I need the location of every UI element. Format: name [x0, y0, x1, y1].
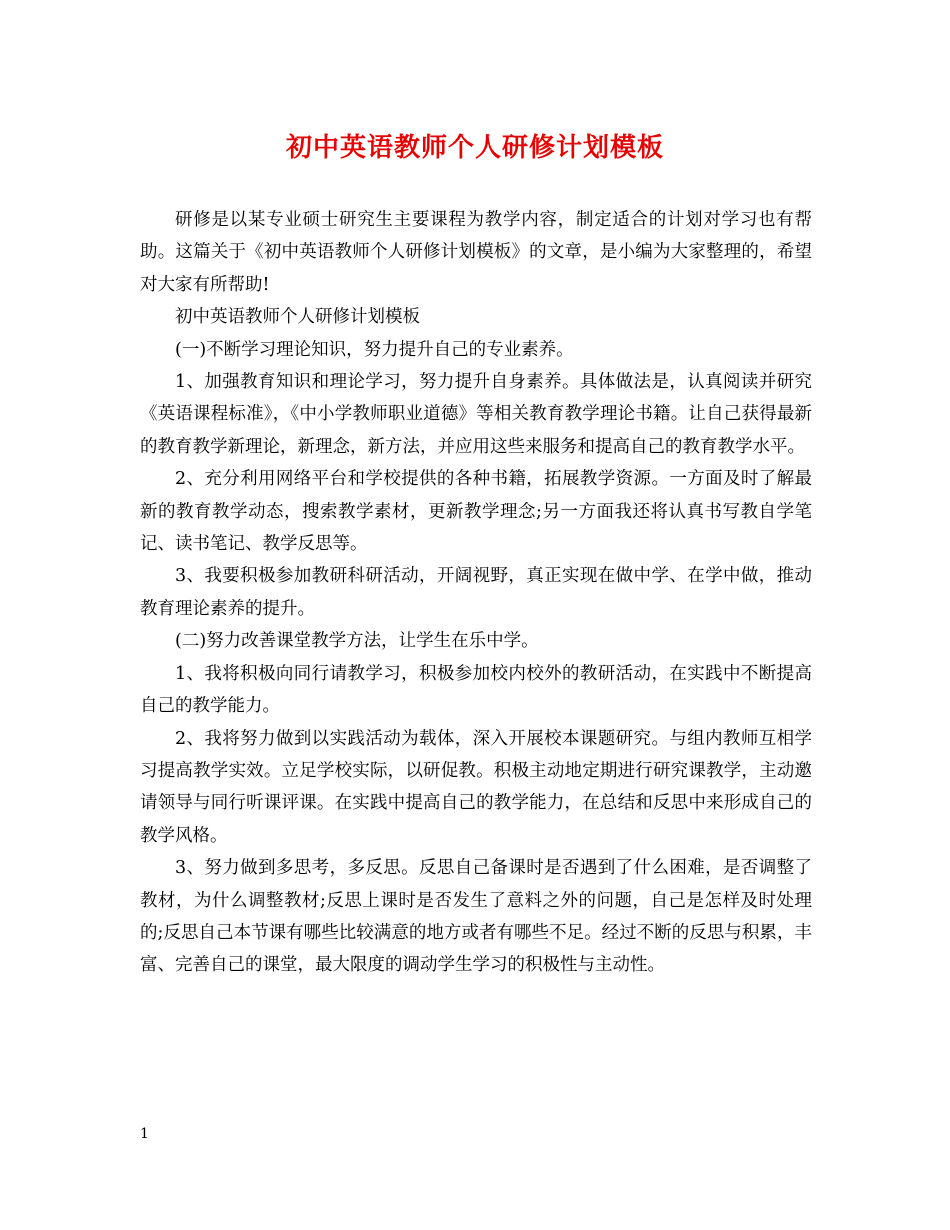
- document-title: 初中英语教师个人研修计划模板: [285, 133, 664, 163]
- paragraph-section-2-heading: (二)努力改善课堂教学方法，让学生在乐中学。: [175, 631, 539, 652]
- paragraph-subtitle: 初中英语教师个人研修计划模板: [175, 307, 420, 328]
- paragraph-section-1-heading: (一)不断学习理论知识，努力提升自己的专业素养。: [175, 339, 574, 360]
- document-body: [140, 204, 812, 982]
- paragraph-intro: 研修是以某专业硕士研究生主要课程为教学内容，制定适合的计划对学习也有帮助。这篇关于《初中英语教师个人研修计划模板》的文章，是小编为大家整理的，希望对大家有所帮助!: [140, 210, 812, 295]
- paragraph-section-2-item-2: 2、我将努力做到以实践活动为载体，深入开展校本课题研究。与组内教师互相学习提高教学实效。立足学校实际，以研促教。积极主动地定期进行研究课教学，主动邀请领导与同行听课评课。在实践中提高自己的教学能力，在总结和反思中来形成自己的教学风格。: [140, 728, 812, 846]
- paragraph-section-2-item-1: 1、我将积极向同行请教学习，积极参加校内校外的教研活动，在实践中不断提高自己的教学能力。: [140, 663, 812, 717]
- paragraph-section-1-item-1: 1、加强教育知识和理论学习，努力提升自身素养。具体做法是，认真阅读并研究《英语课程标准》，《中小学教师职业道德》等相关教育教学理论书籍。让自己获得最新的教育教学新理论，新理念，新方法，并应用这些来服务和提高自己的教育教学水平。: [140, 372, 812, 457]
- paragraph-section-1-item-3: 3、我要积极参加教研科研活动，开阔视野，真正实现在做中学、在学中做，推动教育理论素养的提升。: [140, 566, 812, 619]
- paragraph-section-2-item-3: 3、努力做到多思考，多反思。反思自己备课时是否遇到了什么困难，是否调整了教材，为什么调整教材;反思上课时是否发生了意料之外的问题，自己是怎样及时处理的;反思自己本节课有哪些比较满意的地方或者有哪些不足。经过不断的反思与积累，丰富、完善自己的课堂，最大限度的调动学生学习的积极性与主动性。: [140, 858, 812, 976]
- paragraph-section-1-item-2: 2、充分利用网络平台和学校提供的各种书籍，拓展教学资源。一方面及时了解最新的教育教学动态，搜索教学素材，更新教学理念;另一方面我还将认真书写教自学笔记、读书笔记、教学反思等。: [140, 469, 812, 555]
- page-number: 1: [140, 1126, 149, 1142]
